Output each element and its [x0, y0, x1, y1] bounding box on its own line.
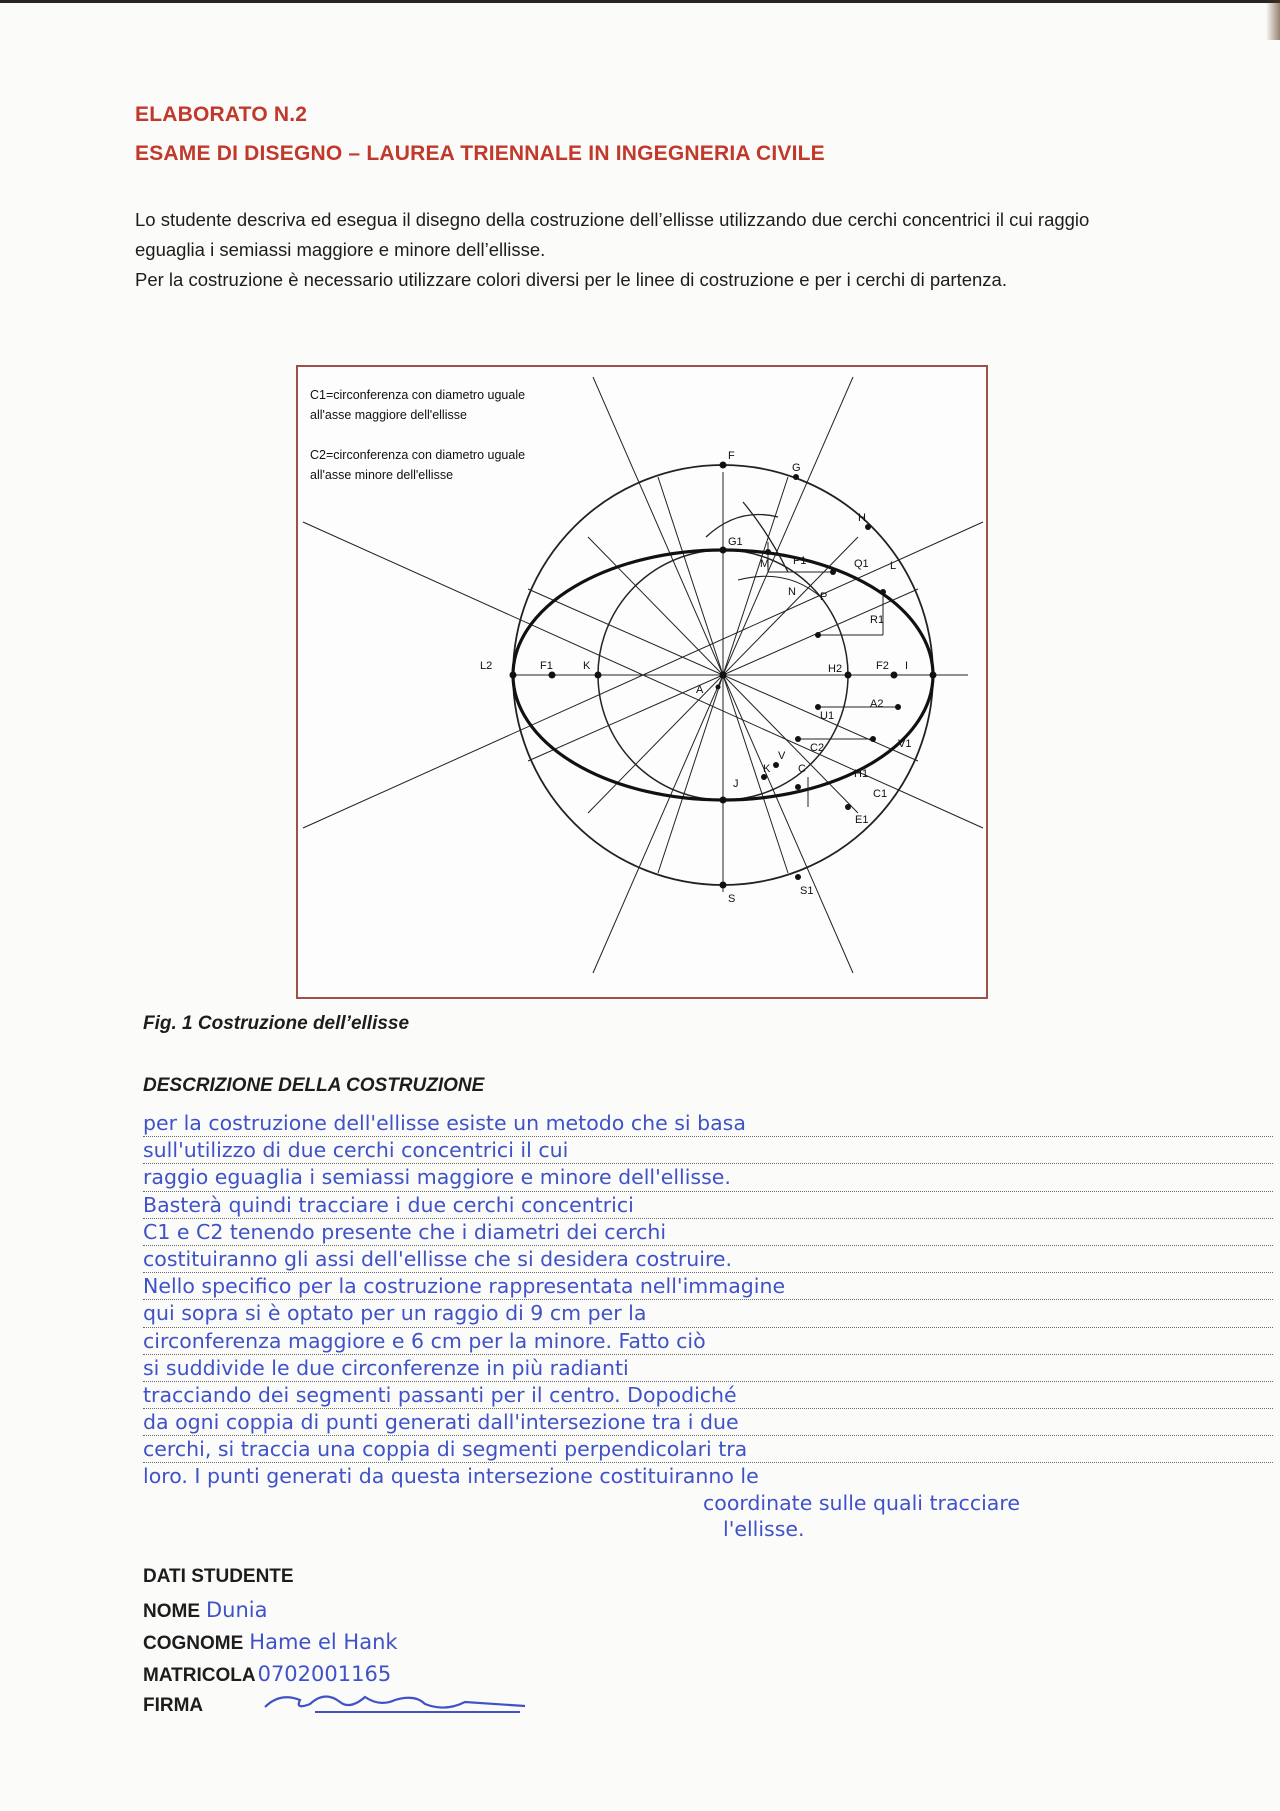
figure-caption: Fig. 1 Costruzione dell’ellisse	[143, 1013, 410, 1034]
firma-field	[143, 1695, 203, 1717]
handwritten-line: coordinate sulle quali tracciare	[703, 1490, 1020, 1515]
label-K: K	[583, 660, 591, 672]
label-N: N	[788, 586, 796, 598]
point-marker	[830, 569, 836, 575]
point-marker	[865, 524, 871, 530]
label-H1: H1	[854, 768, 869, 780]
paper-corner-shadow	[1266, 0, 1280, 40]
handwritten-line: si suddivide le due circonferenze in più radianti	[143, 1355, 1273, 1382]
handwritten-line: costituiranno gli assi dell'ellisse che si desidera costruire.	[143, 1246, 1273, 1273]
point-marker	[720, 797, 727, 804]
description-heading: DESCRIZIONE DELLA COSTRUZIONE	[143, 1075, 485, 1096]
label-S: S	[728, 893, 736, 905]
point-marker	[549, 672, 556, 679]
label-F1: F1	[540, 660, 553, 672]
label-L2: L2	[480, 660, 493, 672]
cognome-label: COGNOME	[143, 1633, 244, 1654]
label-U1: U1	[820, 710, 835, 722]
point-marker	[880, 589, 886, 595]
assignment-paragraph-1: Lo studente descriva ed esegua il disegno della costruzione dell’ellisse utilizzando due cerchi concentrici il cui raggio eguaglia i semiassi maggiore e minore dell’ellisse.	[135, 209, 1090, 260]
handwritten-line: circonferenza maggiore e 6 cm per la minore. Fatto ciò	[143, 1328, 1273, 1355]
label-K1: K	[763, 763, 771, 775]
label-P: P	[820, 591, 828, 603]
label-J: J	[733, 778, 739, 790]
label-G: G	[792, 462, 801, 474]
legend-c1-line1: C1=circonferenza con diametro uguale	[310, 388, 526, 402]
label-P1: P1	[793, 555, 807, 567]
handwritten-line: tracciando dei segmenti passanti per il centro. Dopodiché	[143, 1382, 1273, 1409]
paper-top-edge	[0, 0, 1280, 3]
label-C: C	[798, 763, 806, 775]
student-data-heading: DATI STUDENTE	[143, 1566, 294, 1587]
handwritten-line: qui sopra si è optato per un raggio di 9 cm per la	[143, 1300, 1273, 1327]
legend-c1	[310, 385, 525, 425]
point-marker	[510, 672, 517, 679]
point-marker	[720, 882, 727, 889]
point-marker	[793, 474, 799, 480]
handwritten-line: C1 e C2 tenendo presente che i diametri dei cerchi	[143, 1219, 1273, 1246]
handwritten-description	[143, 1110, 1273, 1542]
label-S1: S1	[800, 885, 814, 897]
label-R1: R1	[870, 614, 885, 626]
construction-arc	[706, 515, 778, 538]
point-marker	[845, 672, 852, 679]
point-marker	[720, 547, 727, 554]
label-V1: V1	[898, 738, 912, 750]
construction-arc	[738, 576, 823, 599]
label-F2: F2	[876, 660, 889, 672]
label-Q1: Q1	[854, 558, 869, 570]
nome-label: NOME	[143, 1601, 200, 1622]
point-marker	[930, 672, 937, 679]
point-marker	[773, 762, 779, 768]
label-F: F	[728, 450, 735, 462]
document-title: ELABORATO N.2	[135, 103, 308, 126]
point-marker	[720, 462, 727, 469]
handwritten-signature	[255, 1682, 535, 1722]
label-G1: G1	[728, 536, 743, 548]
point-marker	[815, 632, 821, 638]
handwritten-line: per la costruzione dell'ellisse esiste un metodo che si basa	[143, 1110, 1273, 1137]
assignment-paragraph-2: Per la costruzione è necessario utilizzare colori diversi per le linee di costruzione e per i cerchi di partenza.	[135, 269, 1007, 290]
legend-c2-line1: C2=circonferenza con diametro uguale	[310, 448, 526, 462]
nome-value: Dunia	[206, 1598, 268, 1622]
handwritten-line: raggio eguaglia i semiassi maggiore e minore dell'ellisse.	[143, 1164, 1273, 1191]
assignment-text	[135, 205, 1145, 295]
label-C2: C2	[810, 742, 825, 754]
ellipse-construction-figure	[296, 365, 988, 999]
handwritten-line: Nello specifico per la costruzione rappresentata nell'immagine	[143, 1273, 1273, 1300]
label-E1: E1	[855, 814, 869, 826]
handwritten-line: Basterà quindi tracciare i due cerchi concentrici	[143, 1192, 1273, 1219]
point-marker	[716, 685, 721, 690]
label-H2: H2	[828, 663, 843, 675]
handwritten-line: loro. I punti generati da questa intersezione costituiranno le	[143, 1464, 759, 1489]
point-marker	[895, 704, 901, 710]
matricola-label: MATRICOLA	[143, 1665, 256, 1686]
label-L: L	[890, 560, 897, 572]
label-M: M	[760, 558, 770, 570]
handwritten-line: cerchi, si traccia una coppia di segmenti perpendicolari tra	[143, 1436, 1273, 1463]
handwritten-line: da ogni coppia di punti generati dall'intersezione tra i due	[143, 1409, 1273, 1436]
legend-c2	[310, 445, 525, 485]
point-marker	[720, 672, 727, 679]
label-V: V	[778, 750, 786, 762]
cognome-field	[143, 1630, 398, 1655]
point-marker	[870, 736, 876, 742]
point-marker	[845, 804, 851, 810]
document-subtitle: ESAME DI DISEGNO – LAUREA TRIENNALE IN INGEGNERIA CIVILE	[135, 142, 825, 165]
handwritten-line: sull'utilizzo di due cerchi concentrici il cui	[143, 1137, 1273, 1164]
point-marker	[765, 549, 771, 555]
label-A2: A2	[870, 698, 884, 710]
firma-label: FIRMA	[143, 1695, 204, 1716]
handwritten-line: l'ellisse.	[723, 1516, 805, 1541]
label-H: H	[858, 512, 866, 524]
nome-field	[143, 1598, 268, 1623]
legend-c2-line2: all'asse minore dell'ellisse	[310, 468, 454, 482]
point-marker	[795, 874, 801, 880]
label-I: I	[905, 660, 909, 672]
point-marker	[795, 784, 801, 790]
cognome-value: Hame el Hank	[249, 1630, 398, 1654]
legend-c1-line2: all'asse maggiore dell'ellisse	[310, 408, 467, 422]
label-A: A	[696, 684, 704, 696]
point-marker	[891, 672, 898, 679]
point-marker	[595, 672, 602, 679]
point-marker	[795, 736, 801, 742]
matricola-value: 0702001165	[257, 1662, 392, 1686]
label-C1: C1	[873, 788, 888, 800]
